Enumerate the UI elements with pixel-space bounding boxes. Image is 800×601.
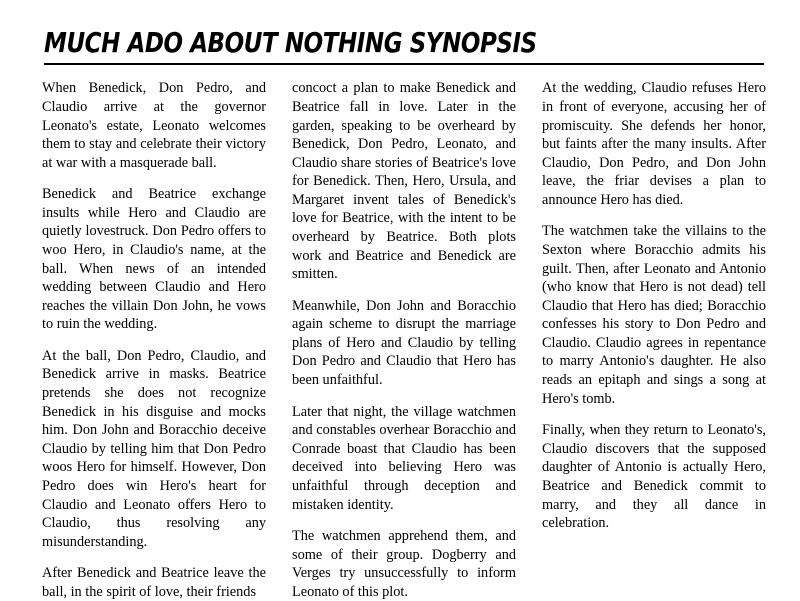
page-title: MUCH ADO ABOUT NOTHING SYNOPSIS [44, 26, 537, 59]
paragraph: The watchmen apprehend them, and some of their group. Dogberry and Verges try unsuccessfully to inform Leonato of this plot. [292, 528, 516, 600]
paragraph: At the ball, Don Pedro, Claudio, and Benedick arrive in masks. Beatrice pretends she does not recognize Benedick in his disguise and mocks him. Don John and Boracchio deceive Claudio by telling him that Don Pedro woos Hero for himself. However, Don Pedro does win Hero's heart for Claudio and Leonato offers Hero to Claudio, thus resolving any misunderstanding. [42, 347, 266, 550]
column-middle [292, 79, 516, 601]
paragraph: concoct a plan to make Benedick and Beatrice fall in love. Later in the garden, speaking to be overheard by Benedick, Don Pedro, Leonato, and Claudio share stories of Beatrice's love for Benedick. Then, Hero, Ursula, and Margaret invent tales of Benedick's love for Beatrice, with the intent to be overheard by Beatrice. Both plots work and Beatrice and Benedick are smitten. [292, 80, 516, 283]
paragraph: After Benedick and Beatrice leave the ball, in the spirit of love, their friends [42, 565, 266, 600]
column-left [42, 79, 266, 601]
three-column-body [42, 79, 766, 601]
title-divider [44, 63, 764, 65]
paragraph: The watchmen take the villains to the Sexton where Boracchio admits his guilt. Then, after Leonato and Antonio (who know that Hero is not dead) tell Claudio that Hero has died; Boracchio confesses his story to Don Pedro and Claudio. Claudio agrees in repentance to marry Antonio's daughter. He also reads an epitaph and sings a song at Hero's tomb. [542, 223, 766, 407]
paragraph: When Benedick, Don Pedro, and Claudio arrive at the governor Leonato's estate, Leonato welcomes them to stay and celebrate their victory at war with a masquerade ball. [42, 80, 266, 171]
column-right [542, 79, 766, 532]
paragraph: Finally, when they return to Leonato's, Claudio discovers that the supposed daughter of Antonio is actually Hero, Beatrice and Benedick commit to marry, and they all dance in celebration. [542, 422, 766, 532]
paragraph: At the wedding, Claudio refuses Hero in front of everyone, accusing her of promiscuity. She defends her honor, but faints after the many insults. After Claudio, Don Pedro, and Don John leave, the friar devises a plan to announce Hero has died. [542, 80, 766, 208]
paragraph: Meanwhile, Don John and Boracchio again scheme to disrupt the marriage plans of Hero and Claudio by telling Don Pedro and Claudio that Hero has been unfaithful. [292, 297, 516, 389]
paragraph: Later that night, the village watchmen and constables overhear Boracchio and Conrade boast that Claudio has been deceived into believing Hero was unfaithful through deception and mistaken identity. [292, 403, 516, 513]
paragraph: Benedick and Beatrice exchange insults while Hero and Claudio are quietly lovestruck. Don Pedro offers to woo Hero, in Claudio's name, at the ball. When news of an intended wedding between Claudio and Hero reaches the villain Don John, he vows to ruin the wedding. [42, 186, 266, 333]
